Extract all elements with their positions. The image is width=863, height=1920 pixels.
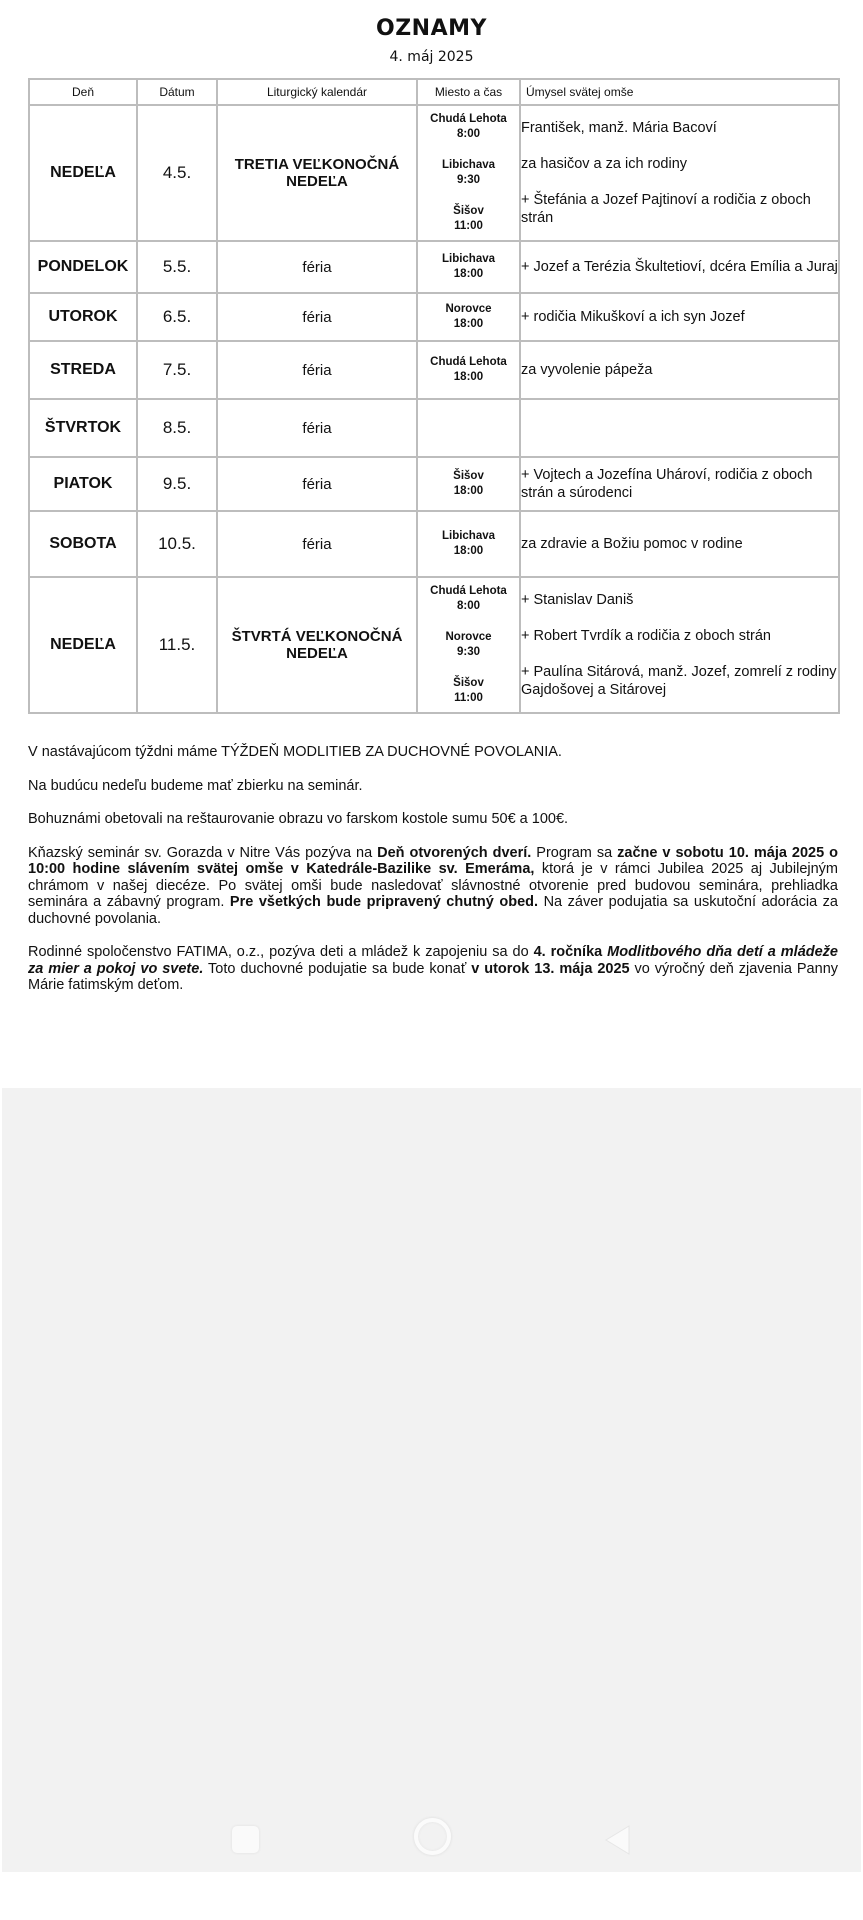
mass-intention: + Robert Tvrdík a rodičia z oboch strán — [521, 628, 771, 644]
mass-place: Libichava — [441, 530, 496, 542]
day-cell: NEDEĽA — [29, 105, 137, 241]
liturgy-cell: féria — [217, 511, 417, 577]
place-time-cell — [417, 293, 520, 341]
mass-intention: + Štefánia a Jozef Pajtinoví a rodičia z oboch strán — [521, 192, 811, 226]
column-header-day: Deň — [29, 79, 137, 105]
liturgy-cell: féria — [217, 399, 417, 457]
page-date: 4. máj 2025 — [389, 49, 474, 65]
day-cell: PONDELOK — [29, 241, 137, 293]
mass-time: 9:30 — [456, 174, 481, 186]
liturgy-cell: TRETIA VEĽKONOČNÁ NEDEĽA — [217, 105, 417, 241]
column-header-date: Dátum — [137, 79, 217, 105]
column-header-intention: Úmysel svätej omše — [520, 79, 839, 105]
mass-time: 11:00 — [454, 692, 483, 704]
intention-cell — [520, 241, 839, 293]
table-row — [29, 511, 839, 577]
mass-time: 18:00 — [453, 485, 484, 497]
mass-place: Šišov — [453, 470, 484, 482]
intention-cell — [520, 457, 839, 511]
liturgy-cell: ŠTVRTÁ VEĽKONOČNÁ NEDEĽA — [217, 577, 417, 713]
mass-time: 18:00 — [453, 545, 484, 557]
mass-time: 18:00 — [453, 371, 484, 383]
recents-square-icon[interactable] — [232, 1826, 259, 1853]
mass-time: 18:00 — [453, 318, 484, 330]
table-row — [29, 399, 839, 457]
table-header-row — [29, 79, 839, 105]
mass-intention: za vyvolenie pápeža — [521, 362, 653, 378]
intention-cell — [520, 293, 839, 341]
intention-cell — [520, 399, 839, 457]
mass-place: Norovce — [445, 303, 492, 315]
mass-place: Šišov — [453, 677, 484, 689]
liturgy-cell: féria — [217, 341, 417, 399]
table-row — [29, 241, 839, 293]
mass-schedule-table — [28, 78, 840, 714]
home-circle-icon[interactable] — [414, 1818, 451, 1855]
mass-intention: + Jozef a Terézia Škultetioví, dcéra Emília a Juraj — [521, 259, 838, 275]
page-title: OZNAMY — [376, 16, 487, 41]
column-header-liturgy: Liturgický kalendár — [217, 79, 417, 105]
place-time-cell — [417, 511, 520, 577]
liturgy-cell: féria — [217, 241, 417, 293]
mass-time: 11:00 — [454, 220, 483, 232]
date-cell: 11.5. — [137, 577, 217, 713]
mass-place: Chudá Lehota — [430, 585, 507, 597]
announcement-open-day: Kňazský seminár sv. Gorazda v Nitre Vás pozýva na Deň otvorených dverí. Program sa začne v sobotu 10. mája 2025 o 10:00 hodine slávením svätej omše v Katedrále-Bazilike sv. Emeráma, ktorá je v rámci Jubilea 2025 aj Jubilejným chrámom v našej diecéze. Po svätej omši bude nasledovať slávnostné otvorenie pred budovou seminára, prehliadka seminára a zábavný program. Pre všetkých bude pripravený chutný obed. Na záver podujatia sa uskutoční adorácia za duchovné povolania. — [28, 844, 839, 927]
mass-intention: + rodičia Mikuškoví a ich syn Jozef — [521, 309, 745, 325]
mass-place: Norovce — [445, 631, 492, 643]
place-time-cell — [417, 457, 520, 511]
table-row — [29, 105, 839, 241]
mass-intention: + Vojtech a Jozefína Uhároví, rodičia z oboch strán a súrodenci — [521, 467, 813, 501]
announcement-collection: Na budúcu nedeľu budeme mať zbierku na seminár. — [28, 777, 363, 794]
place-time-cell — [417, 105, 520, 241]
date-cell: 5.5. — [137, 241, 217, 293]
column-header-place-time: Miesto a čas — [417, 79, 520, 105]
announcements — [28, 744, 838, 1011]
day-cell: SOBOTA — [29, 511, 137, 577]
back-triangle-icon[interactable] — [603, 1824, 631, 1856]
liturgy-cell: féria — [217, 457, 417, 511]
mass-time: 8:00 — [456, 600, 481, 612]
place-time-cell — [417, 341, 520, 399]
day-cell: ŠTVRTOK — [29, 399, 137, 457]
day-cell: NEDEĽA — [29, 577, 137, 713]
table-row — [29, 293, 839, 341]
mass-intention: za zdravie a Božiu pomoc v rodine — [521, 536, 743, 552]
announcement-donation: Bohuznámi obetovali na reštaurovanie obrazu vo farskom kostole sumu 50€ a 100€. — [28, 811, 569, 827]
mass-intention: + Paulína Sitárová, manž. Jozef, zomrelí z rodiny Gajdošovej a Sitárovej — [521, 664, 837, 698]
mass-place: Libichava — [441, 253, 496, 265]
place-time-cell — [417, 577, 520, 713]
intention-cell — [520, 511, 839, 577]
day-cell: STREDA — [29, 341, 137, 399]
date-cell: 10.5. — [137, 511, 217, 577]
empty-viewer-area — [2, 1088, 861, 1872]
date-cell: 6.5. — [137, 293, 217, 341]
announcement-vocations-week: V nastávajúcom týždni máme TÝŽDEŇ MODLITIEB ZA DUCHOVNÉ POVOLANIA. — [28, 744, 562, 760]
mass-intention: + Stanislav Daniš — [521, 592, 634, 608]
day-cell: PIATOK — [29, 457, 137, 511]
intention-cell — [520, 341, 839, 399]
place-time-cell — [417, 399, 520, 457]
place-time-cell — [417, 241, 520, 293]
date-cell: 7.5. — [137, 341, 217, 399]
date-cell: 4.5. — [137, 105, 217, 241]
intention-cell — [520, 577, 839, 713]
mass-place: Chudá Lehota — [430, 113, 507, 125]
intention-cell — [520, 105, 839, 241]
mass-intention: za hasičov a za ich rodiny — [521, 156, 688, 172]
mass-intention: František, manž. Mária Bacoví — [521, 120, 717, 136]
table-row — [29, 577, 839, 713]
day-cell: UTOROK — [29, 293, 137, 341]
mass-place: Libichava — [441, 159, 496, 171]
mass-time: 18:00 — [453, 268, 484, 280]
mass-time: 8:00 — [456, 128, 481, 140]
liturgy-cell: féria — [217, 293, 417, 341]
mass-place: Chudá Lehota — [430, 356, 507, 368]
table-row — [29, 457, 839, 511]
mass-time: 9:30 — [456, 646, 481, 658]
mass-place: Šišov — [453, 205, 484, 217]
table-row — [29, 341, 839, 399]
date-cell: 8.5. — [137, 399, 217, 457]
date-cell: 9.5. — [137, 457, 217, 511]
announcement-fatima: Rodinné spoločenstvo FATIMA, o.z., pozýva deti a mládež k zapojeniu sa do 4. ročníka Modlitbového dňa detí a mládeže za mier a pokoj vo svete. Toto duchovné podujatie sa bude konať v utorok 13. mája 2025 vo výročný deň zjavenia Panny Márie fatimským deťom. — [28, 944, 839, 993]
system-navigation-bar — [0, 1816, 863, 1876]
